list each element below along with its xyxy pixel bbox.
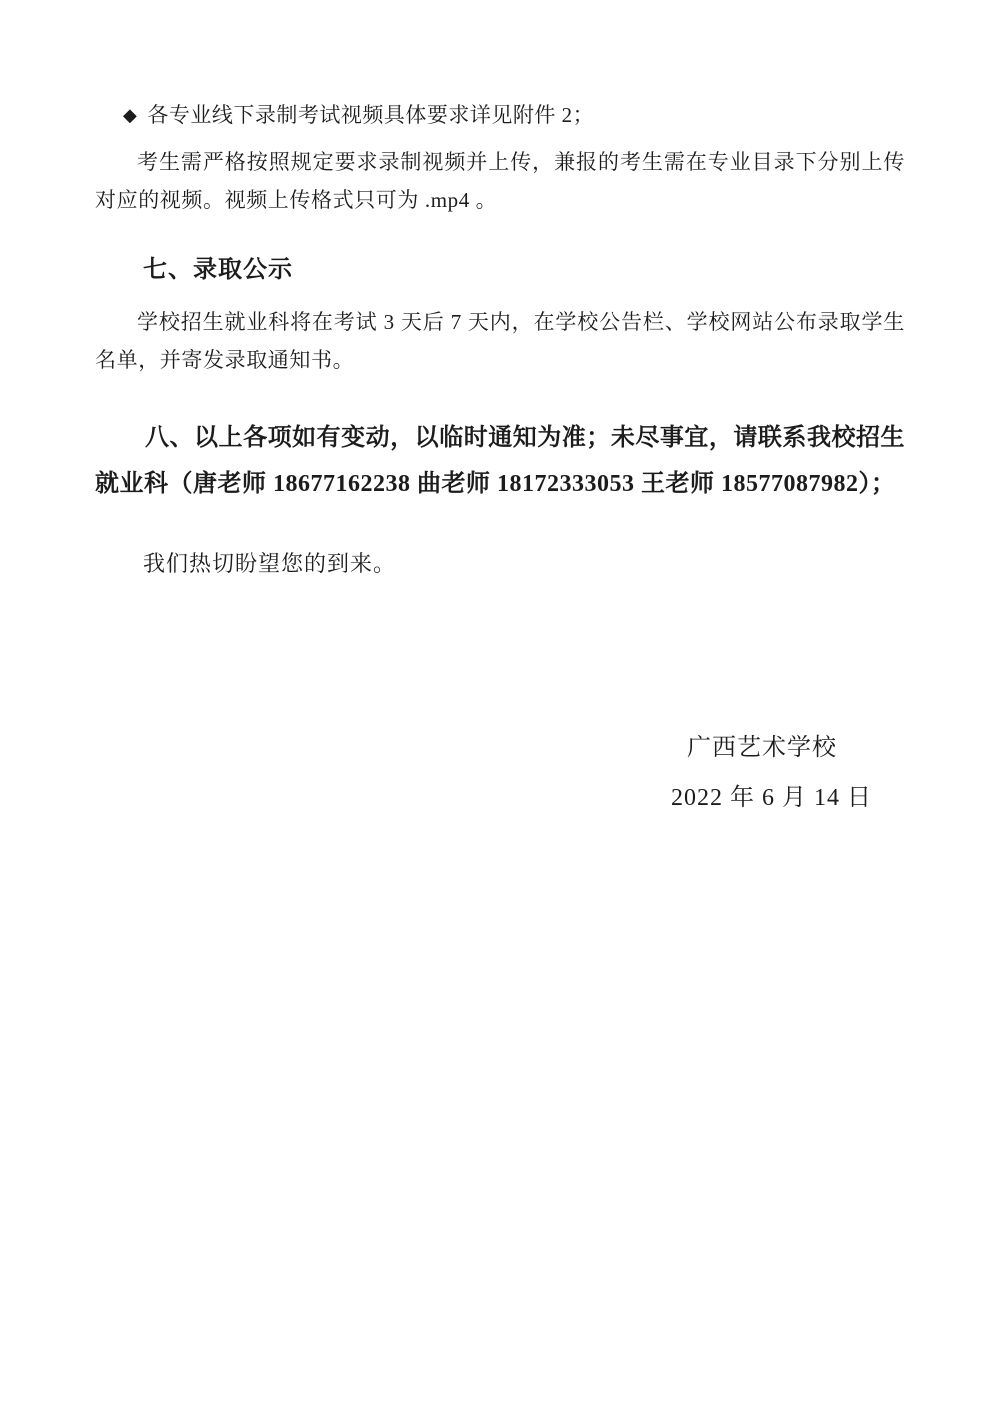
signature-block (95, 731, 905, 815)
bullet-item (123, 100, 905, 131)
bullet-item-text: 各专业线下录制考试视频具体要求详见附件 2； (147, 103, 595, 127)
section-seven-heading: 七、录取公示 (143, 257, 293, 283)
signature-date: 2022 年 6 月 14 日 (671, 785, 872, 811)
section-eight-paragraph: 八、以上各项如有变动，以临时通知为准；未尽事宜，请联系我校招生就业科（唐老师 18677162238 曲老师 18172333053 王老师 18577087982）； (95, 425, 905, 497)
signature-organization: 广西艺术学校 (687, 735, 837, 761)
diamond-bullet-icon: ◆ (123, 105, 138, 125)
closing-line: 我们热切盼望您的到来。 (143, 551, 397, 576)
paragraph-video-upload: 考生需严格按照规定要求录制视频并上传，兼报的考生需在专业目录下分别上传对应的视频。视频上传格式只可为 .mp4 。 (95, 150, 905, 212)
section-seven-body: 学校招生就业科将在考试 3 天后 7 天内，在学校公告栏、学校网站公布录取学生名单，并寄发录取通知书。 (95, 310, 905, 372)
